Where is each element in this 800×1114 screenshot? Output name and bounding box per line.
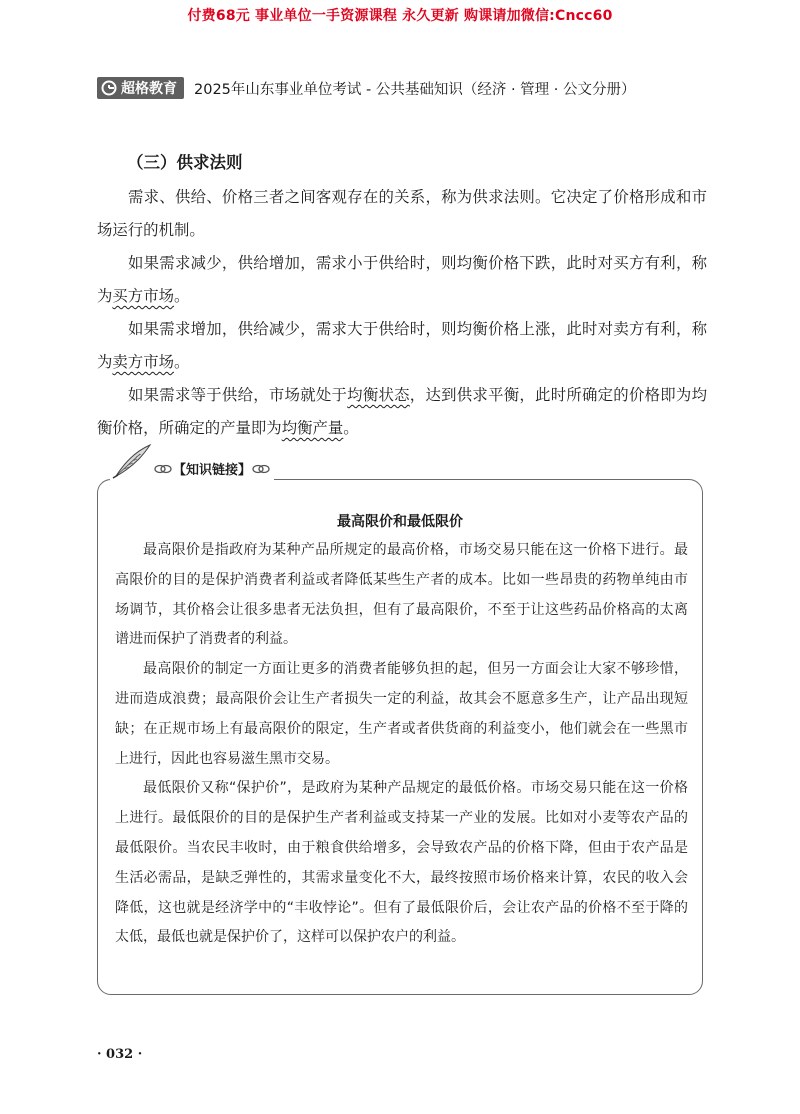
knowledge-box-text: [115, 536, 688, 953]
quill-pen-icon: [110, 442, 154, 480]
text-segment: 。: [173, 287, 190, 305]
key-term: 买方市场: [112, 287, 174, 305]
knowledge-paragraph: 最高限价是指政府为某种产品所规定的最高价格，市场交易只能在这一价格下进行。最高限价的目的是保护消费者利益或者降低某些生产者的成本。比如一些昂贵的药物单纯由市场调节，其价格会让很多患者无法负担，但有了最高限价，不至于让这些药品价格高的太离谱进而保护了消费者的利益。: [115, 542, 688, 648]
text-segment: 如果需求增加，供给减少，需求大于供给时，则均衡价格上涨，此时对卖方有利，称为: [97, 320, 707, 371]
knowledge-paragraph: 最高限价的制定一方面让更多的消费者能够负担的起，但另一方面会让大家不够珍惜，进而造成浪费；最高限价会让生产者损失一定的利益，故其会不愿意多生产，让产品出现短缺；在正规市场上有最高限价的限定，生产者或者供货商的利益变小，他们就会在一些黑市上进行，因此也容易滋生黑市交易。: [115, 661, 688, 767]
text-segment: 。: [173, 353, 190, 371]
watermark-banner: 付费68元 事业单位一手资源课程 永久更新 购课请加微信:Cncc60: [187, 8, 613, 24]
text-segment: ，达到供求平衡，此时所确定的价格即为均衡价格，所确定的产量即为: [97, 386, 707, 437]
body-paragraph: [97, 379, 707, 445]
header-title: 2025年山东事业单位考试 - 公共基础知识（经济 · 管理 · 公文分册）: [194, 81, 636, 98]
section-title: （三）供求法则: [127, 153, 243, 172]
body-paragraph: [97, 313, 707, 379]
body-paragraphs: [97, 181, 707, 445]
knowledge-link-tag: 【知识链接】: [172, 459, 252, 478]
body-paragraph: [97, 247, 707, 313]
logo-text: 超格教育: [121, 81, 177, 97]
page-header: [97, 77, 636, 99]
text-segment: 如果需求减少，供给增加，需求小于供给时，则均衡价格下跌，此时对买方有利，称为: [97, 254, 707, 305]
text-segment: 如果需求等于供给，市场就处于: [128, 386, 348, 404]
body-paragraph: [97, 181, 707, 247]
knowledge-link-header: [110, 442, 274, 480]
brand-logo: [97, 77, 184, 99]
page-number: · 032 ·: [97, 1047, 143, 1062]
text-segment: 。: [343, 419, 359, 437]
chain-link-icon: [154, 463, 172, 475]
knowledge-paragraph: 最低限价又称“保护价”，是政府为某种产品规定的最低价格。市场交易只能在这一价格上进行。最低限价的目的是保护生产者利益或支持某一产业的发展。比如对小麦等农产品的最低限价。当农民丰收时，由于粮食供给增多，会导致农产品的价格下降，但由于农产品是生活必需品，是缺乏弹性的，其需求量变化不大，最终按照市场价格来计算，农民的收入会降低，这也就是经济学中的“丰收悖论”。但有了最低限价后，会让农产品的价格不至于降的太低，最低也就是保护价了，这样可以保护农户的利益。: [115, 780, 688, 946]
chain-link-icon: [252, 463, 270, 475]
logo-g-icon: [101, 80, 117, 96]
key-term: 卖方市场: [112, 353, 174, 371]
text-segment: 需求、供给、价格三者之间客观存在的关系，称为供求法则。它决定了价格形成和市场运行的机制。: [97, 188, 707, 239]
key-term: 均衡产量: [281, 419, 344, 437]
knowledge-box-title: 最高限价和最低限价: [337, 514, 463, 530]
key-term: 均衡状态: [347, 386, 410, 404]
